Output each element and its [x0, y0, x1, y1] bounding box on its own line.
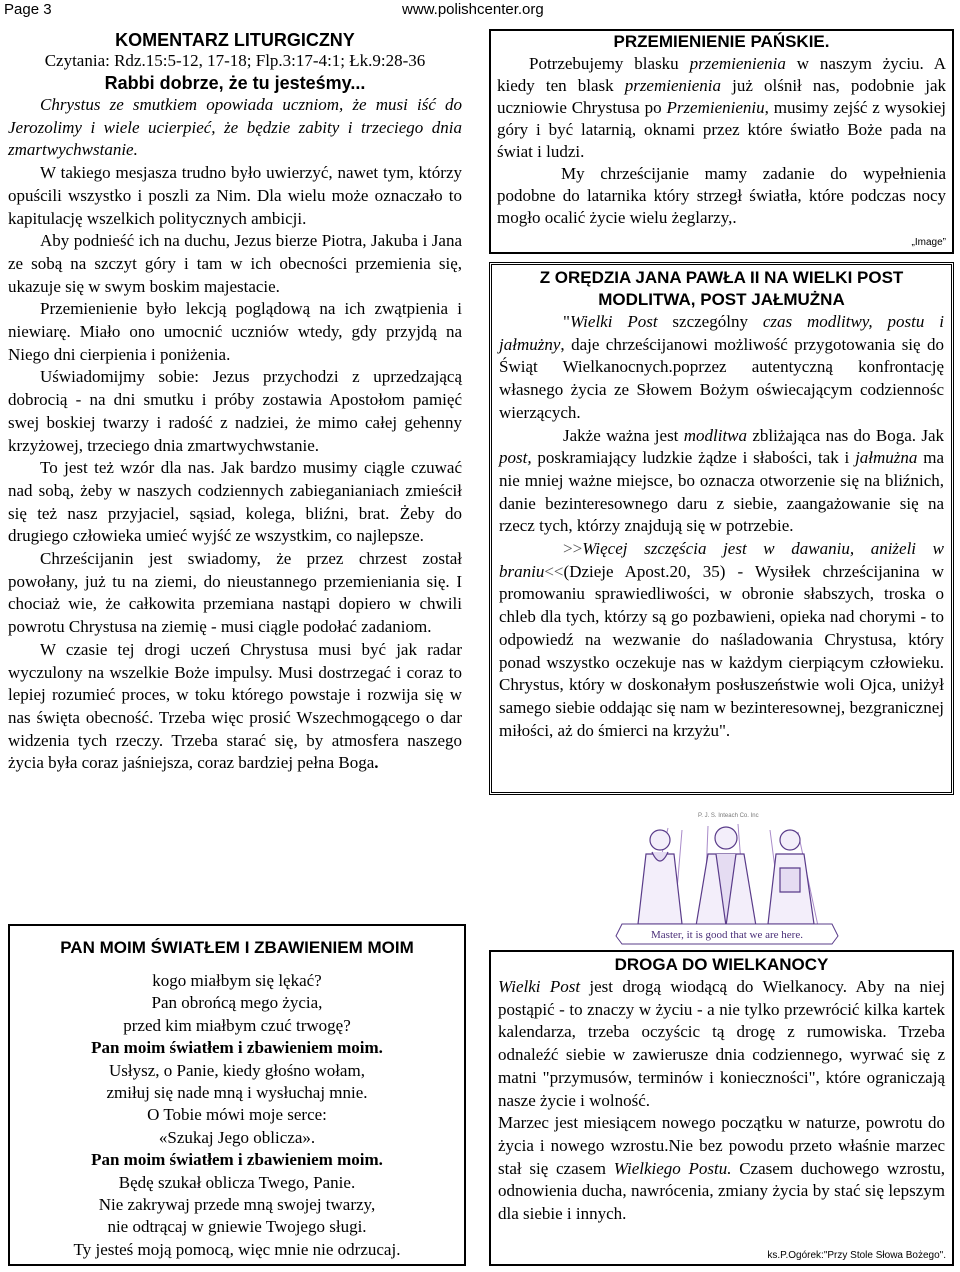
text-run: Czasem duchowego wzrostu, odnowienia ducha, nawrócenia, zmiany życia by stać się lepszym dla siebie i innych.	[498, 1158, 945, 1224]
oredzie-subtitle: MODLITWA, POST JAŁMUŻNA	[598, 290, 845, 309]
psalm-line: «Szukaj Jego oblicza».	[158, 1127, 316, 1147]
text-run: , musimy zejść z wysokiej góry i być latarnią, oknami przez które światło Boże pada na świat i ludzi.	[497, 98, 947, 161]
text-run: modlitwa	[683, 425, 748, 445]
oredzie-title: Z ORĘDZIA JANA PAWŁA II NA WIELKI POST	[539, 268, 904, 287]
text-run: Jakże ważna jest	[563, 425, 684, 445]
psalm-line: kogo miałbym się lękać?	[152, 971, 322, 990]
psalm-line: Będę szukał oblicza Twego, Panie.	[118, 1172, 356, 1192]
site-url[interactable]: www.polishcenter.org	[402, 1, 544, 18]
transfiguration-illustration	[608, 808, 846, 946]
text-run: Potrzebujemy blasku	[529, 54, 690, 73]
komentarz-paragraph: Przemienienie było lekcją poglądową na ich zwątpienia i niewiarę. Miało ono umocnić uczniów wtedy, gdy przyjdą na Niego dni cierpienia i poniżenia.	[8, 299, 462, 364]
psalm-line: Nie zakrywaj przede mną swojej twarzy,	[98, 1195, 376, 1215]
komentarz-paragraph: Uświadomijmy sobie: Jezus przychodzi z uprzedzającą dobrocią - na dni smutku i próby zostawia Apostołom pamięć swej boskiej twarzy i radość z nadziei, że mimo całej gehenny krzyżowej, trzeciego dnia zmartwychwstanie.	[8, 367, 462, 455]
psalm-line: Pan moim światłem i zbawieniem moim.	[91, 1150, 383, 1170]
droga-paragraph	[498, 1112, 945, 1226]
text-run: jałmużna	[855, 448, 918, 468]
komentarz-p8-text: W czasie tej drogi uczeń Chrystusa musi być jak radar wyczulony na wszelkie Boże impulsy. Musi dostrzegać i coraz to lepiej rozumieć proces, w toku którego powstaje i rozwija się w nas święta obecność. Trzeba więc prosić Wszechmogącego o dar widzenia tych rzeczy. Trzeba starać się, by atmosfera naszego życia była coraz jaśniejsza, coraz bardziej pełna Boga	[8, 639, 462, 773]
three-apostles-drawing	[608, 808, 846, 946]
psalm-line: Ty jesteś moją pomocą, więc mnie nie odrzucaj.	[73, 1239, 401, 1259]
przemienienie-box	[489, 29, 954, 254]
przemienienie-paragraph: My chrześcijanie mamy zadanie do wypełnienia podobne do latarnika który strzegł światła, które podczas nocy mogło ocalić życie wielu żeglarzy,.	[497, 164, 946, 227]
droga-signature: ks.P.Ogórek:"Przy Stole Słowa Bożego".	[767, 1250, 946, 1261]
przemienienie-title: PRZEMIENIENIE PAŃSKIE.	[613, 32, 830, 51]
text-run: przemienienia	[624, 76, 722, 95]
text-run: (Dzieje Apost.20, 35) - Wysiłek chrześcijanina w promowaniu sprawiedliwości, w obronie słabszych, troska o chleb dla tych, którzy są go pozbawieni, opieka nad chorymi - to odpowiedź na wezwanie do naśladowania Chrystusa, który ponad wszystko oczekuje nas w każdym cierpiącym człowieku. Chrystus, który w doskonałym posłuszeństwie woli Ojca, uniżył samego siebie oddając się nam w bezinteresownej, bezgranicznej miłości, aż do śmierci na krzyżu".	[499, 561, 944, 740]
droga-paragraph	[498, 976, 945, 1112]
text-run: jest drogą wiodącą do Wielkanocy. Aby na niej postąpić - to znaczy w życiu - a nie tylko przewrócić kilka kartek kalendarza, trzeba oczyścic tą drogę z rumowiska. Trzeba odnaleźć siebie w zawierusze dnia codziennego, wyrwać się z matni "przymusów, terminów i konieczności", które ograniczają nasze życie i wolność.	[498, 977, 945, 1110]
text-run: już olśnił nas, podobnie jak uczniowie Chrystusa po	[497, 76, 946, 117]
oredzie-paragraph	[499, 311, 944, 425]
komentarz-title: KOMENTARZ LITURGICZNY	[115, 30, 355, 50]
droga-box	[489, 950, 954, 1266]
text-run: post,	[499, 448, 532, 468]
psalm-line: przed kim miałbym czuć trwogę?	[123, 1015, 351, 1035]
text-run: >>	[563, 539, 583, 559]
psalm-line: zmiłuj się nade mną i wysłuchaj mnie.	[106, 1083, 368, 1103]
text-run: "	[563, 312, 570, 331]
text-run: Wielkiego Postu.	[613, 1158, 732, 1178]
komentarz-subtitle: Rabbi dobrze, że tu jesteśmy...	[104, 73, 366, 93]
text-run: Więcej szczęścia jest w dawaniu, aniżeli w braniu	[499, 539, 944, 581]
readings-line: Czytania: Rdz.15:5-12, 17-18; Flp.3:17-4:1; Łk.9:28-36	[44, 51, 426, 70]
illustration-caption: Master, it is good that we are here.	[651, 929, 803, 941]
text-run: Przemienieniu	[666, 98, 765, 117]
image-label: „Image”	[911, 237, 946, 248]
page-number: Page 3	[4, 1, 52, 18]
text-run: ma nie mniej ważne miejsce, bo oznacza otworzenie się na bliźnich, danie bezinteresownego daru z siebie, zaangażowanie się na rzecz tych, którzy znajdują się w potrzebie.	[499, 448, 944, 536]
psalm-line: Pan obrońcą mego życia,	[151, 993, 323, 1013]
text-run: <<	[544, 561, 564, 581]
text-run: zbliżająca nas do Boga. Jak	[747, 425, 944, 445]
oredzie-paragraph	[499, 425, 944, 539]
psalm-line: O Tobie mówi moje serce:	[147, 1105, 327, 1125]
oredzie-box	[489, 262, 954, 795]
oredzie-paragraph	[499, 538, 944, 742]
komentarz-paragraph: To jest też wzór dla nas. Jak bardzo musimy ciągle czuwać nad sobą, żeby w naszych codziennych zabieganianiach zmieścił się też nasz przyjaciel, sąsiad, kolega, bliźni, brat. Żeby do drugiego człowieka umieć wyjść ze wszystkim, co najlepsze.	[8, 458, 462, 546]
komentarz-paragraph: Aby podnieść ich na duchu, Jezus bierze Piotra, Jakuba i Jana ze sobą na szczyt góry i tam w ich obecności przemienia się, ukazuje się w swym boskim majestacie.	[8, 231, 462, 296]
komentarz-section	[8, 30, 462, 900]
text-run: przemienienia	[689, 54, 786, 73]
komentarz-p8-end: .	[374, 753, 379, 773]
przemienienie-paragraph	[497, 53, 946, 163]
text-run: szczególny	[657, 312, 763, 331]
psalm-line: Pan moim światłem i zbawieniem moim.	[91, 1038, 383, 1058]
komentarz-paragraph: Chrześcijanin jest swiadomy, że przez chrzest został powołany, już tu na ziemi, do nieustannego przemieniania się. I chociaż wie, że całkowita przemiana nastąpi dopiero w chwili powrotu Chrystusa na ziemię - musi ciągle podołać zadaniom.	[8, 549, 462, 637]
komentarz-paragraph	[8, 639, 462, 775]
psalm-title: PAN MOIM ŚWIATŁEM I ZBAWIENIEM MOIM	[60, 938, 414, 957]
publisher-mark: P. J. S. Inteach Co. Inc	[698, 813, 759, 819]
text-run: w naszym życiu. A kiedy ten blask	[497, 54, 946, 95]
text-run: , daje chrześcijanowi możliwość przygotowania się do Świąt Wielkanocnych.poprzez autentyczną konfrontację własnego życia ze Słowem Bożym oświecającym codziennośc wierzących.	[499, 334, 944, 422]
text-run: poskramiający ludzkie żądze i słabości, tak i	[531, 448, 856, 468]
text-run: Wielki Post	[569, 312, 658, 331]
text-run: czas modlitwy, postu i jałmużny	[499, 312, 944, 354]
psalm-lines	[16, 970, 458, 1261]
psalm-box	[8, 924, 466, 1266]
komentarz-paragraph: W takiego mesjasza trudno było uwierzyć, nawet tym, którzy opuścili wszystko i poszli za Nim. Dla wielu może oznaczało to kapitulację wszelkich politycznych ambicji.	[8, 163, 462, 228]
droga-title: DROGA DO WIELKANOCY	[614, 955, 829, 974]
text-run: Wielki Post	[498, 977, 581, 996]
psalm-line: Usłysz, o Panie, kiedy głośno wołam,	[109, 1060, 365, 1080]
komentarz-paragraph: Chrystus ze smutkiem opowiada uczniom, że musi iść do Jerozolimy i wiele ucierpieć, że będzie zabity i trzeciego dnia zmartwychwstanie.	[8, 95, 462, 160]
psalm-line: nie odtrącaj w gniewie Twojego sługi.	[107, 1217, 367, 1237]
text-run: Marzec jest miesiącem nowego początku w naturze, powrotu do życia i nowego wzrostu.Nie bez powodu przeto właśnie marzec stał się czasem	[498, 1113, 945, 1178]
